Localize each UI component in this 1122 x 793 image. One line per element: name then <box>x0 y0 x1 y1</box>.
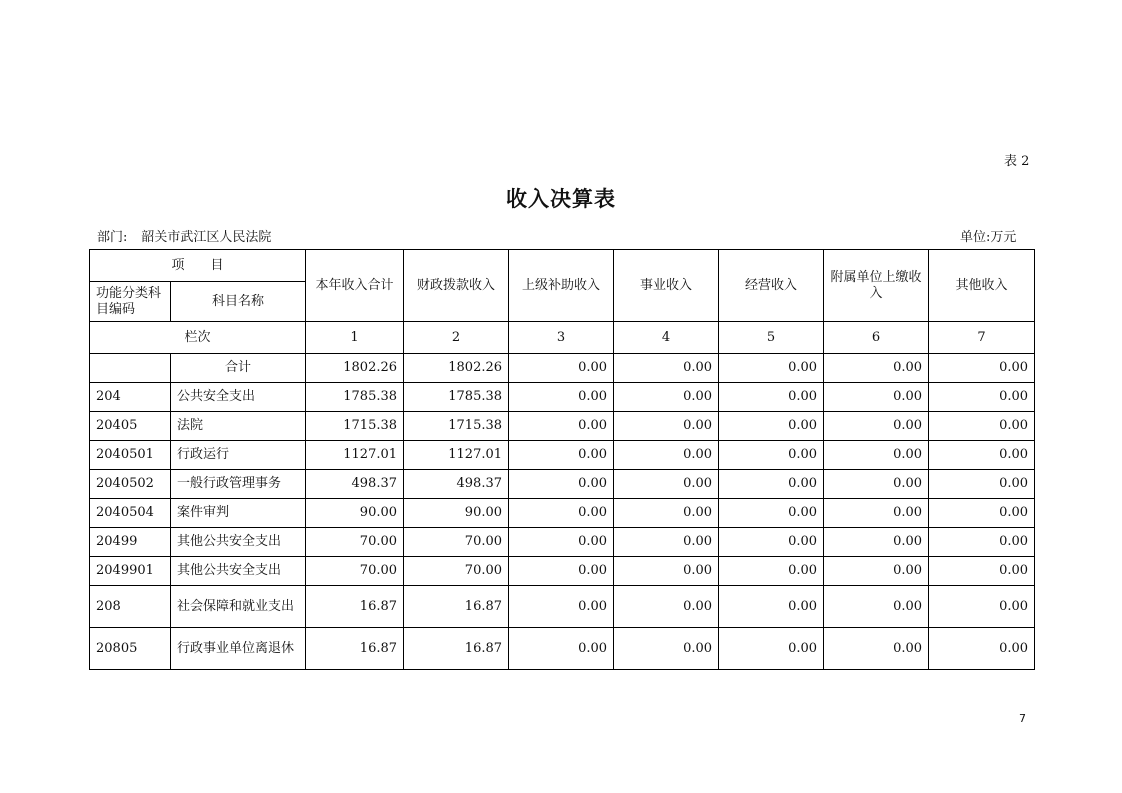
value-cell: 0.00 <box>719 628 824 670</box>
item-group-header: 项 目 <box>90 250 306 282</box>
name-cell: 案件审判 <box>171 499 306 528</box>
income-table <box>89 249 1035 670</box>
column-index: 4 <box>614 322 719 354</box>
value-cell: 0.00 <box>614 628 719 670</box>
value-cell: 0.00 <box>929 528 1035 557</box>
value-cell: 0.00 <box>824 441 929 470</box>
table-row <box>90 354 1035 383</box>
code-cell: 2040501 <box>90 441 171 470</box>
value-cell: 0.00 <box>509 628 614 670</box>
value-cell: 0.00 <box>824 586 929 628</box>
value-cell: 0.00 <box>719 470 824 499</box>
column-header: 经营收入 <box>719 250 824 322</box>
value-cell: 0.00 <box>509 586 614 628</box>
table-row <box>90 557 1035 586</box>
value-cell: 0.00 <box>719 499 824 528</box>
column-index: 3 <box>509 322 614 354</box>
name-cell: 公共安全支出 <box>171 383 306 412</box>
value-cell: 16.87 <box>404 586 509 628</box>
value-cell: 0.00 <box>614 586 719 628</box>
code-cell <box>90 354 171 383</box>
value-cell: 0.00 <box>614 354 719 383</box>
column-header: 上级补助收入 <box>509 250 614 322</box>
code-cell: 204 <box>90 383 171 412</box>
value-cell: 0.00 <box>509 383 614 412</box>
column-header: 事业收入 <box>614 250 719 322</box>
value-cell: 1127.01 <box>404 441 509 470</box>
table-row <box>90 412 1035 441</box>
page-number: 7 <box>1019 712 1026 725</box>
value-cell: 0.00 <box>719 557 824 586</box>
value-cell: 0.00 <box>509 528 614 557</box>
value-cell: 0.00 <box>929 412 1035 441</box>
value-cell: 1715.38 <box>306 412 404 441</box>
department-name: 韶关市武江区人民法院 <box>141 230 272 245</box>
value-cell: 0.00 <box>929 628 1035 670</box>
name-cell: 社会保障和就业支出 <box>171 586 306 628</box>
value-cell: 0.00 <box>614 499 719 528</box>
value-cell: 0.00 <box>929 441 1035 470</box>
name-cell: 其他公共安全支出 <box>171 528 306 557</box>
column-header: 本年收入合计 <box>306 250 404 322</box>
value-cell: 70.00 <box>404 528 509 557</box>
value-cell: 0.00 <box>824 499 929 528</box>
code-cell: 20805 <box>90 628 171 670</box>
value-cell: 90.00 <box>306 499 404 528</box>
code-cell: 2040502 <box>90 470 171 499</box>
value-cell: 0.00 <box>509 412 614 441</box>
value-cell: 0.00 <box>824 470 929 499</box>
department-line <box>97 226 271 245</box>
value-cell: 0.00 <box>509 557 614 586</box>
name-cell: 其他公共安全支出 <box>171 557 306 586</box>
table-row <box>90 441 1035 470</box>
value-cell: 70.00 <box>404 557 509 586</box>
value-cell: 0.00 <box>614 528 719 557</box>
value-cell: 0.00 <box>614 441 719 470</box>
value-cell: 1785.38 <box>306 383 404 412</box>
value-cell: 0.00 <box>719 412 824 441</box>
name-column-header: 科目名称 <box>171 282 306 322</box>
unit-label: 单位:万元 <box>960 230 1017 245</box>
code-cell: 2040504 <box>90 499 171 528</box>
value-cell: 0.00 <box>719 528 824 557</box>
column-header: 附属单位上缴收入 <box>824 250 929 322</box>
code-column-header: 功能分类科目编码 <box>90 282 171 322</box>
column-index: 6 <box>824 322 929 354</box>
value-cell: 0.00 <box>929 354 1035 383</box>
column-header: 其他收入 <box>929 250 1035 322</box>
column-index: 5 <box>719 322 824 354</box>
column-header: 财政拨款收入 <box>404 250 509 322</box>
name-cell: 一般行政管理事务 <box>171 470 306 499</box>
value-cell: 0.00 <box>824 528 929 557</box>
code-cell: 20499 <box>90 528 171 557</box>
column-index-label: 栏次 <box>90 322 306 354</box>
value-cell: 0.00 <box>614 470 719 499</box>
value-cell: 0.00 <box>509 499 614 528</box>
name-cell: 合计 <box>171 354 306 383</box>
value-cell: 498.37 <box>404 470 509 499</box>
value-cell: 1785.38 <box>404 383 509 412</box>
value-cell: 0.00 <box>719 441 824 470</box>
table-number: 表 2 <box>1004 154 1030 169</box>
value-cell: 0.00 <box>509 354 614 383</box>
value-cell: 1802.26 <box>306 354 404 383</box>
table-row <box>90 470 1035 499</box>
value-cell: 0.00 <box>929 557 1035 586</box>
code-cell: 208 <box>90 586 171 628</box>
value-cell: 0.00 <box>509 470 614 499</box>
value-cell: 0.00 <box>614 383 719 412</box>
table-row <box>90 499 1035 528</box>
value-cell: 0.00 <box>929 383 1035 412</box>
value-cell: 0.00 <box>929 499 1035 528</box>
value-cell: 1715.38 <box>404 412 509 441</box>
value-cell: 0.00 <box>509 441 614 470</box>
value-cell: 0.00 <box>824 354 929 383</box>
value-cell: 1127.01 <box>306 441 404 470</box>
value-cell: 16.87 <box>306 586 404 628</box>
value-cell: 0.00 <box>614 412 719 441</box>
value-cell: 1802.26 <box>404 354 509 383</box>
value-cell: 0.00 <box>824 383 929 412</box>
name-cell: 行政运行 <box>171 441 306 470</box>
value-cell: 16.87 <box>404 628 509 670</box>
value-cell: 0.00 <box>824 628 929 670</box>
column-index: 1 <box>306 322 404 354</box>
table-row <box>90 383 1035 412</box>
value-cell: 0.00 <box>719 383 824 412</box>
value-cell: 70.00 <box>306 528 404 557</box>
value-cell: 0.00 <box>929 470 1035 499</box>
column-index: 2 <box>404 322 509 354</box>
table-row <box>90 586 1035 628</box>
value-cell: 16.87 <box>306 628 404 670</box>
department-label: 部门: <box>97 230 128 245</box>
name-cell: 行政事业单位离退休 <box>171 628 306 670</box>
table-row <box>90 528 1035 557</box>
value-cell: 70.00 <box>306 557 404 586</box>
name-cell: 法院 <box>171 412 306 441</box>
value-cell: 0.00 <box>824 412 929 441</box>
value-cell: 90.00 <box>404 499 509 528</box>
code-cell: 20405 <box>90 412 171 441</box>
value-cell: 0.00 <box>719 586 824 628</box>
value-cell: 0.00 <box>824 557 929 586</box>
value-cell: 498.37 <box>306 470 404 499</box>
table-row <box>90 628 1035 670</box>
page-title: 收入决算表 <box>506 187 616 211</box>
code-cell: 2049901 <box>90 557 171 586</box>
value-cell: 0.00 <box>929 586 1035 628</box>
value-cell: 0.00 <box>614 557 719 586</box>
value-cell: 0.00 <box>719 354 824 383</box>
column-index: 7 <box>929 322 1035 354</box>
